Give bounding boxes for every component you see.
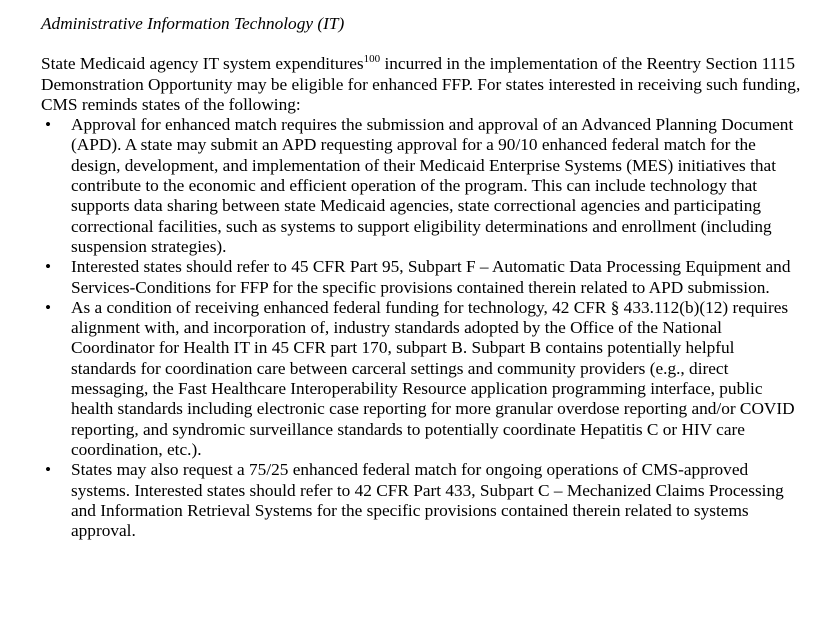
bullet-text: As a condition of receiving enhanced federal funding for technology, 42 CFR § 433.112(b)(12) requires alignment with, and incorporation of, industry standards adopted by the Office of the National Coordinator for Health IT in 45 CFR part 170, subpart B. Subpart B contains potentially helpful standards for coordination care between carceral settings and community providers (e.g., direct messaging, the Fast Healthcare Interoperability Resource application programming interface, public health standards including electronic case reporting for more granular overdose reporting and/or COVID reporting, and syndromic surveillance standards to potentially coordinate Hepatitis C or HIV care coordination, etc.).: [71, 297, 795, 459]
bullet-item-apd-approval: [41, 115, 801, 257]
bullet-list: [41, 115, 801, 541]
bullet-text: Interested states should refer to 45 CFR Part 95, Subpart F – Automatic Data Processing Equipment and Services-Conditions for FFP for the specific provisions contained therein related to APD submission.: [71, 257, 791, 297]
section-heading: Administrative Information Technology (IT): [41, 14, 345, 33]
bullet-text: States may also request a 75/25 enhanced federal match for ongoing operations of CMS-approved systems. Interested states should refer to 42 CFR Part 433, Subpart C – Mechanized Claims Processing and Information Retrieval Systems for the specific provisions contained therein related to systems approval.: [71, 460, 784, 541]
intro-paragraph: [41, 54, 801, 115]
footnote-reference: 100: [363, 53, 381, 66]
bullet-icon: •: [44, 297, 52, 317]
bullet-icon: •: [44, 460, 52, 480]
bullet-item-industry-standards: [41, 298, 801, 460]
bullet-icon: •: [44, 115, 52, 135]
bullet-text: Approval for enhanced match requires the submission and approval of an Advanced Planning Document (APD). A state may submit an APD requesting approval for a 90/10 enhanced federal match for the design, development, and implementation of their Medicaid Enterprise Systems (MES) initiatives that contribute to the economic and efficient operation of the program. This can include technology that supports data sharing between state Medicaid agencies, state correctional agencies and participating correctional facilities, such as systems to support eligibility determinations and enrollment (including suspension strategies).: [71, 115, 794, 256]
intro-text-after-note: incurred in the implementation of the Reentry Section 1115 Demonstration Opportunity may be eligible for enhanced FFP. For states interested in receiving such funding, CMS reminds states of the following:: [41, 54, 801, 114]
bullet-item-ongoing-operations-match: [41, 460, 801, 541]
bullet-icon: •: [44, 257, 52, 277]
intro-text-before-note: State Medicaid agency IT system expenditures: [41, 54, 364, 74]
document-page: [41, 0, 801, 541]
bullet-item-45-cfr-part-95: [41, 257, 801, 298]
